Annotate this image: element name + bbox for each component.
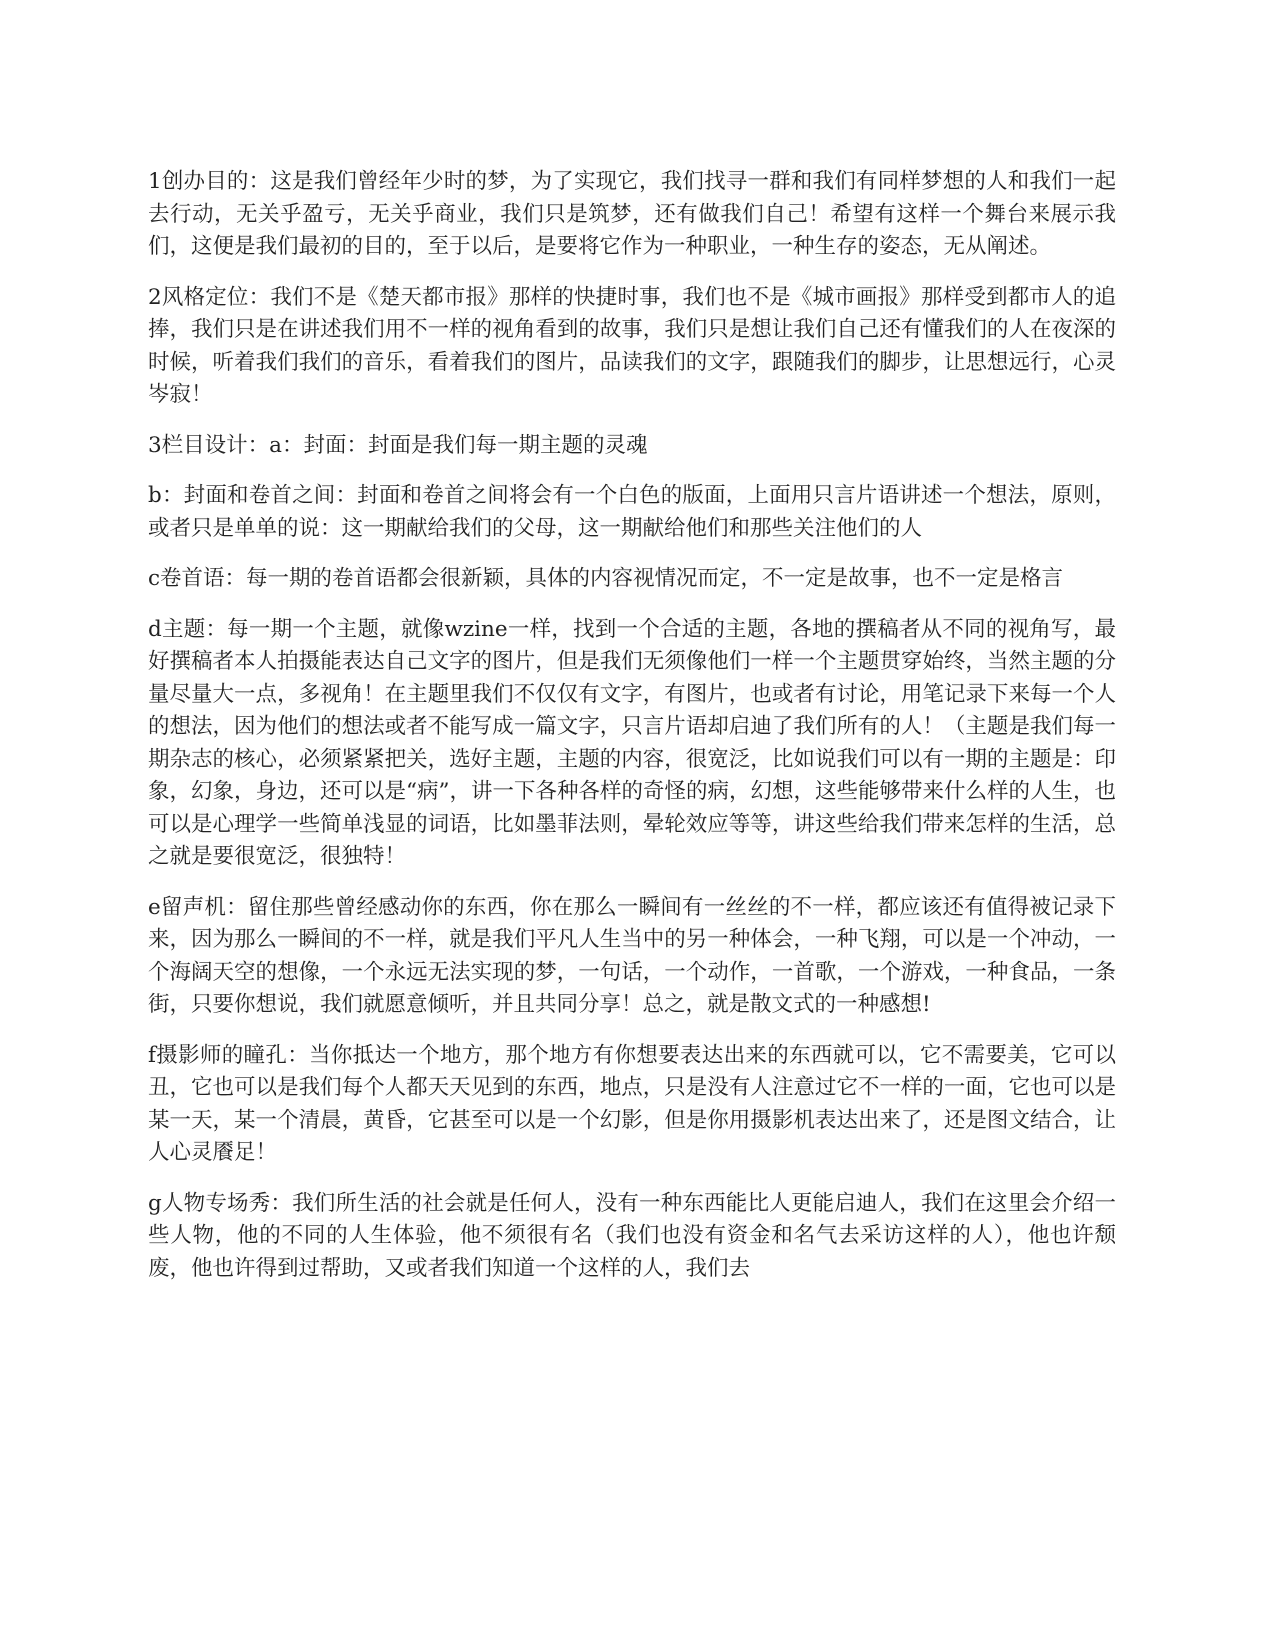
paragraph-style: 2风格定位：我们不是《楚天都市报》那样的快捷时事，我们也不是《城市画报》那样受到都市人的追捧，我们只是在讲述我们用不一样的视角看到的故事，我们只是想让我们自己还有懂我们的人在夜深的时候，听着我们我们的音乐，看着我们的图片，品读我们的文字，跟随我们的脚步，让思想远行，心灵岑寂！ — [148, 284, 1116, 407]
paragraph-photographer: f摄影师的瞳孔：当你抵达一个地方，那个地方有你想要表达出来的东西就可以，它不需要美，它可以丑，它也可以是我们每个人都天天见到的东西，地点，只是没有人注意过它不一样的一面，它也可以是某一天，某一个清晨，黄昏，它甚至可以是一个幻影，但是你用摄影机表达出来了，还是图文结合，让人心灵餍足！ — [148, 1042, 1116, 1165]
paragraph-gramophone: e留声机：留住那些曾经感动你的东西，你在那么一瞬间有一丝丝的不一样，都应该还有值得被记录下来，因为那么一瞬间的不一样，就是我们平凡人生当中的另一种体会，一种飞翔，可以是一个冲动，一个海阔天空的想像，一个永远无法实现的梦，一句话，一个动作，一首歌，一个游戏，一种食品，一条街，只要你想说，我们就愿意倾听，并且共同分享！总之，就是散文式的一种感想! — [148, 894, 1116, 1017]
document-page — [148, 166, 1116, 1303]
paragraph-cover-and-preface: b：封面和卷首之间：封面和卷首之间将会有一个白色的版面，上面用只言片语讲述一个想法，原则，或者只是单单的说：这一期献给我们的父母，这一期献给他们和那些关注他们的人 — [148, 483, 1116, 541]
paragraph-column-design-cover: 3栏目设计：a：封面：封面是我们每一期主题的灵魂 — [148, 432, 648, 458]
paragraph-preface: c卷首语：每一期的卷首语都会很新颖，具体的内容视情况而定，不一定是故事，也不一定是格言 — [148, 566, 1064, 591]
paragraph-people-show: g人物专场秀：我们所生活的社会就是任何人，没有一种东西能比人更能启迪人，我们在这里会介绍一些人物，他的不同的人生体验，他不须很有名（我们也没有资金和名气去采访这样的人），他也许颓废，他也许得到过帮助，又或者我们知道一个这样的人，我们去 — [148, 1190, 1116, 1281]
paragraph-purpose: 1创办目的：这是我们曾经年少时的梦，为了实现它，我们找寻一群和我们有同样梦想的人和我们一起去行动，无关乎盈亏，无关乎商业，我们只是筑梦，还有做我们自己！希望有这样一个舞台来展示我们，这便是我们最初的目的，至于以后，是要将它作为一种职业，一种生存的姿态，无从阐述。 — [148, 169, 1116, 259]
paragraph-theme: d主题：每一期一个主题，就像wzine一样，找到一个合适的主题，各地的撰稿者从不同的视角写，最好撰稿者本人拍摄能表达自己文字的图片，但是我们无须像他们一样一个主题贯穿始终，当然主题的分量尽量大一点，多视角！在主题里我们不仅仅有文字，有图片，也或者有讨论，用笔记录下来每一个人的想法，因为他们的想法或者不能写成一篇文字，只言片语却启迪了我们所有的人！（主题是我们每一期杂志的核心，必须紧紧把关，选好主题，主题的内容，很宽泛，比如说我们可以有一期的主题是：印象，幻象，身边，还可以是“病”，讲一下各种各样的奇怪的病，幻想，这些能够带来什么样的人生，也可以是心理学一些简单浅显的词语，比如墨菲法则，晕轮效应等等，讲这些给我们带来怎样的生活，总之就是要很宽泛，很独特！ — [148, 616, 1116, 869]
